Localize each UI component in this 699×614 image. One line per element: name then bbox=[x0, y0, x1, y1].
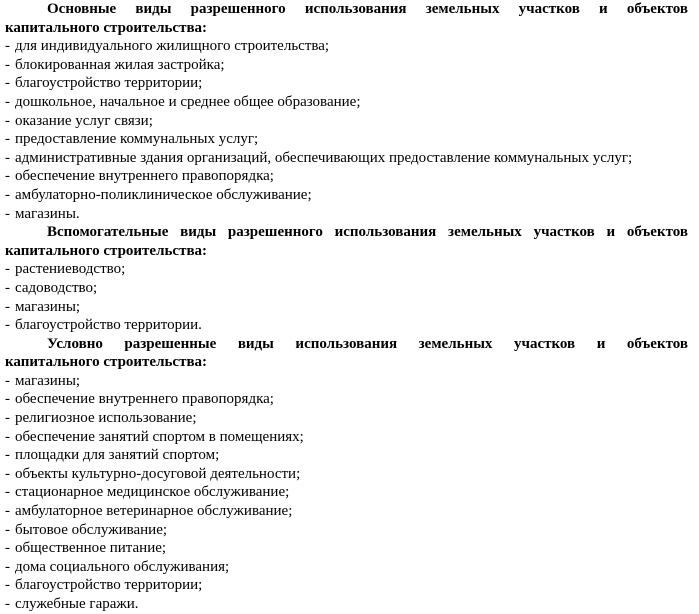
list-item-text: магазины; bbox=[15, 298, 81, 315]
list-item-text: обеспечение внутреннего правопорядка; bbox=[15, 168, 274, 185]
section-heading bbox=[5, 335, 688, 372]
bullet-dash: - bbox=[5, 540, 10, 557]
list-item-text: обеспечение занятий спортом в помещениях; bbox=[15, 428, 304, 445]
list-item bbox=[5, 130, 688, 149]
list-item-text: магазины. bbox=[15, 205, 80, 222]
list-item bbox=[5, 112, 688, 131]
list-item-text: дома социального обслуживания; bbox=[15, 558, 230, 575]
list-item-text: обеспечение внутреннего правопорядка; bbox=[15, 391, 274, 408]
section-heading-line-2: капитального строительства: bbox=[5, 242, 208, 259]
bullet-dash: - bbox=[5, 298, 10, 315]
section-2 bbox=[5, 223, 688, 335]
bullet-dash: - bbox=[5, 391, 10, 408]
list-item bbox=[5, 558, 688, 577]
bullet-dash: - bbox=[5, 428, 10, 445]
section-heading-line-2: капитального строительства: bbox=[5, 354, 208, 371]
list-item bbox=[5, 260, 688, 279]
bullet-dash: - bbox=[5, 205, 10, 222]
bullet-dash: - bbox=[5, 558, 10, 575]
list-item-text: религиозное использование; bbox=[15, 410, 197, 427]
list-item-text: магазины; bbox=[15, 372, 81, 389]
list-item bbox=[5, 446, 688, 465]
bullet-dash: - bbox=[5, 372, 10, 389]
section-heading-line-2: капитального строительства: bbox=[5, 19, 208, 36]
list-item-text: административные здания организаций, обеспечивающих предоставление коммунальных услуг; bbox=[15, 149, 633, 166]
list-item bbox=[5, 56, 688, 75]
list-item bbox=[5, 74, 688, 93]
list-item bbox=[5, 576, 688, 595]
bullet-dash: - bbox=[5, 521, 10, 538]
list-item-text: садоводство; bbox=[15, 279, 98, 296]
list-item bbox=[5, 167, 688, 186]
list-item bbox=[5, 93, 688, 112]
bullet-dash: - bbox=[5, 56, 10, 73]
list-item-text: бытовое обслуживание; bbox=[15, 521, 168, 538]
list-item-text: амбулаторно-поликлиническое обслуживание; bbox=[15, 186, 312, 203]
list-item bbox=[5, 465, 688, 484]
list-item bbox=[5, 279, 688, 298]
list-item-text: для индивидуального жилищного строительства; bbox=[15, 38, 330, 55]
list-item bbox=[5, 316, 688, 335]
section-heading bbox=[5, 0, 688, 37]
bullet-dash: - bbox=[5, 149, 10, 166]
list-item-text: дошкольное, начальное и среднее общее образование; bbox=[15, 93, 361, 110]
bullet-dash: - bbox=[5, 317, 10, 334]
bullet-dash: - bbox=[5, 75, 10, 92]
bullet-dash: - bbox=[5, 484, 10, 501]
list-item bbox=[5, 390, 688, 409]
item-list bbox=[5, 372, 688, 614]
list-item bbox=[5, 595, 688, 614]
list-item bbox=[5, 539, 688, 558]
list-item-text: объекты культурно-досуговой деятельности; bbox=[15, 465, 301, 482]
bullet-dash: - bbox=[5, 577, 10, 594]
list-item-text: стационарное медицинское обслуживание; bbox=[15, 484, 290, 501]
list-item bbox=[5, 37, 688, 56]
bullet-dash: - bbox=[5, 186, 10, 203]
bullet-dash: - bbox=[5, 465, 10, 482]
bullet-dash: - bbox=[5, 279, 10, 296]
list-item bbox=[5, 483, 688, 502]
list-item bbox=[5, 521, 688, 540]
section-heading-line-1: Основные виды разрешенного использования земельных участков и объектов bbox=[47, 1, 688, 17]
list-item bbox=[5, 428, 688, 447]
list-item-text: блокированная жилая застройка; bbox=[15, 56, 225, 73]
bullet-dash: - bbox=[5, 38, 10, 55]
list-item-text: благоустройство территории; bbox=[15, 577, 203, 594]
bullet-dash: - bbox=[5, 503, 10, 520]
section-heading-line-1: Условно разрешенные виды использования земельных участков и объектов bbox=[47, 335, 688, 352]
list-item-text: растениеводство; bbox=[15, 261, 126, 278]
list-item bbox=[5, 502, 688, 521]
bullet-dash: - bbox=[5, 596, 10, 612]
bullet-dash: - bbox=[5, 112, 10, 129]
list-item-text: оказание услуг связи; bbox=[15, 112, 153, 129]
section-3 bbox=[5, 335, 688, 614]
list-item-text: благоустройство территории. bbox=[15, 317, 202, 334]
section-heading-line-1: Вспомогательные виды разрешенного использования земельных участков и объектов bbox=[47, 224, 688, 241]
bullet-dash: - bbox=[5, 168, 10, 185]
item-list bbox=[5, 260, 688, 334]
list-item bbox=[5, 409, 688, 428]
bullet-dash: - bbox=[5, 131, 10, 148]
list-item-text: общественное питание; bbox=[15, 540, 167, 557]
list-item bbox=[5, 372, 688, 391]
bullet-dash: - bbox=[5, 447, 10, 464]
list-item bbox=[5, 205, 688, 224]
section-heading bbox=[5, 223, 688, 260]
list-item bbox=[5, 149, 688, 168]
item-list bbox=[5, 37, 688, 223]
section-1 bbox=[5, 0, 688, 223]
document-body bbox=[5, 0, 688, 614]
list-item bbox=[5, 186, 688, 205]
bullet-dash: - bbox=[5, 261, 10, 278]
list-item-text: площадки для занятий спортом; bbox=[15, 447, 220, 464]
list-item-text: предоставление коммунальных услуг; bbox=[15, 131, 259, 148]
bullet-dash: - bbox=[5, 410, 10, 427]
list-item-text: амбулаторное ветеринарное обслуживание; bbox=[15, 503, 293, 520]
bullet-dash: - bbox=[5, 93, 10, 110]
list-item bbox=[5, 298, 688, 317]
list-item-text: благоустройство территории; bbox=[15, 75, 203, 92]
list-item-text: служебные гаражи. bbox=[15, 596, 139, 612]
